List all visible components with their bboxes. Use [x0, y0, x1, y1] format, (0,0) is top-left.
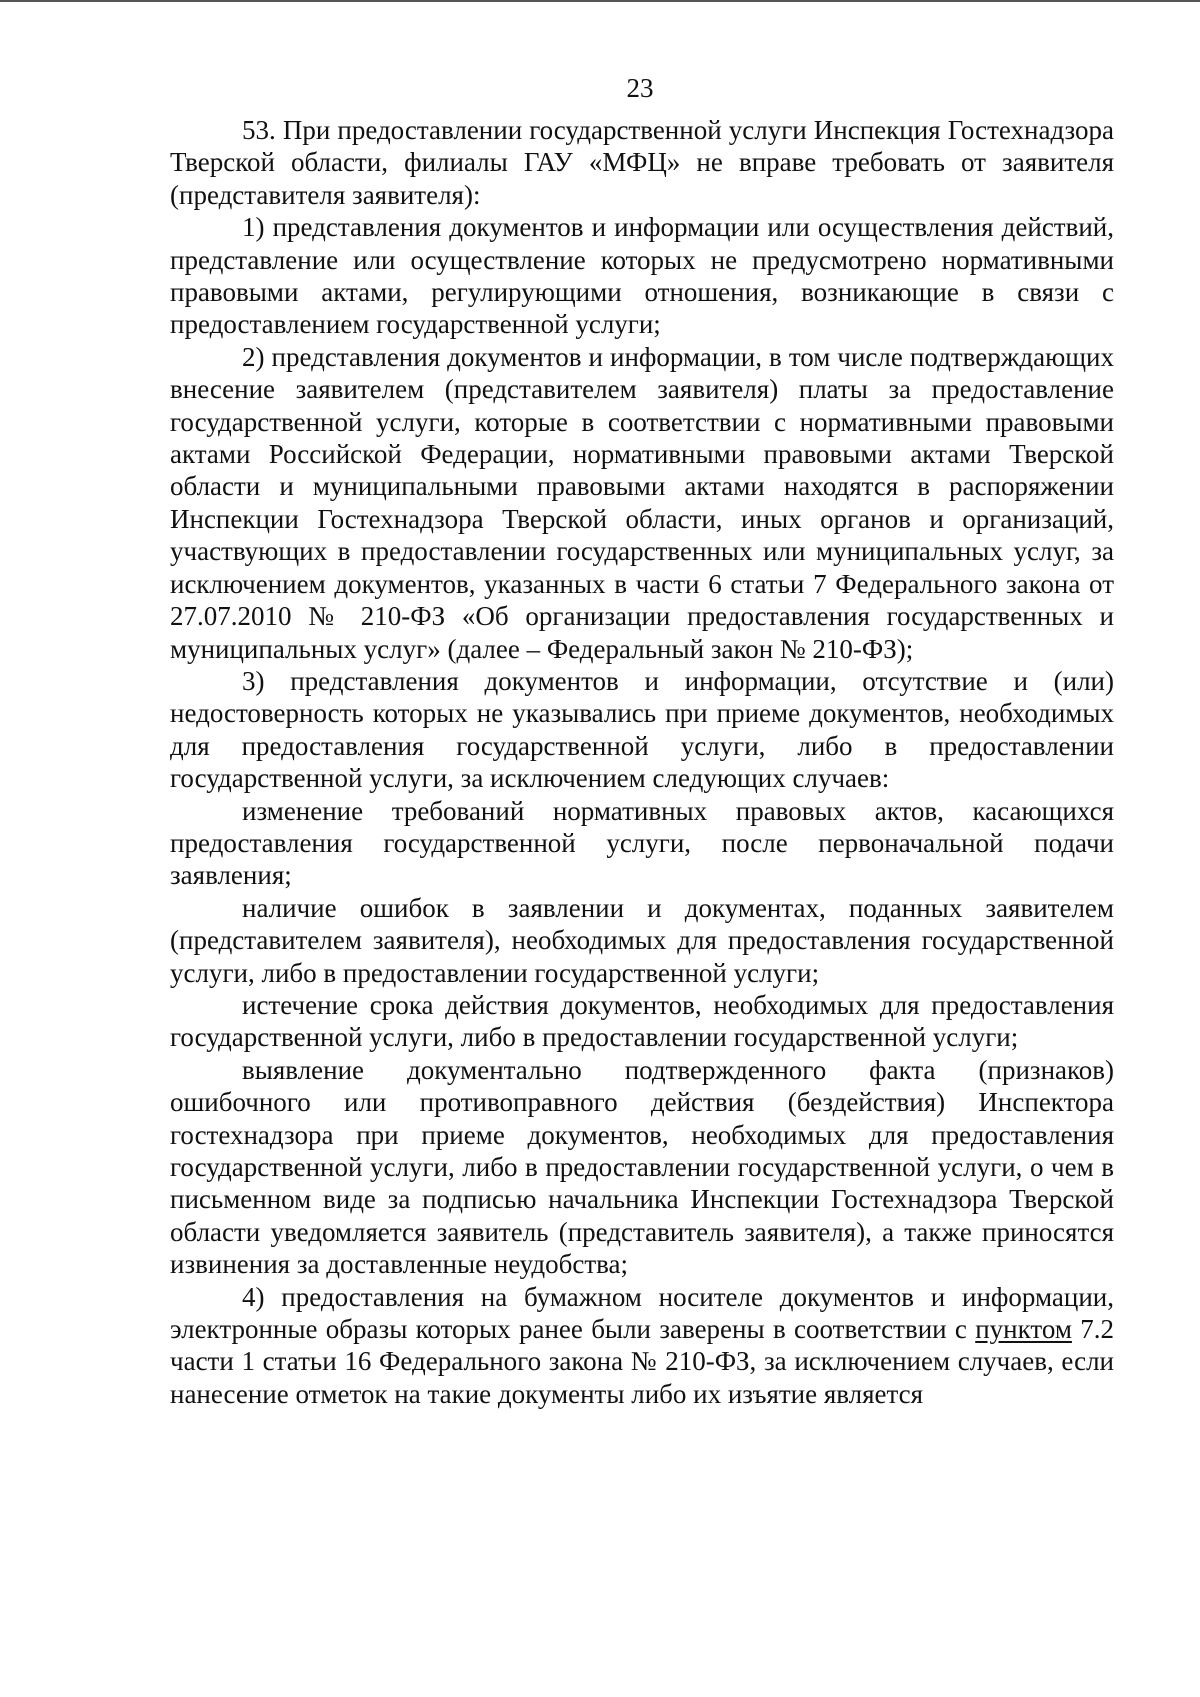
paragraph-53: 53. При предоставлении государственной услуги Инспекция Гостехнадзора Тверской области, филиалы ГАУ «МФЦ» не вправе требовать от заявителя (представителя заявителя):	[170, 115, 1114, 210]
page-number: 23	[626, 73, 654, 103]
paragraph-exception-2: наличие ошибок в заявлении и документах, поданных заявителем (представителем заявителя), необходимых для предоставления государственной услуги, либо в предоставлении государственной услуги;	[170, 892, 1114, 988]
paragraph-item-1: 1) представления документов и информации или осуществления действий, представление или осуществление которых не предусмотрено нормативными правовыми актами, регулирующими отношения, возникающие в связи с предоставлением государственной услуги;	[170, 212, 1114, 340]
paragraph-item-3: 3) представления документов и информации, отсутствие и (или) недостоверность которых не указывались при приеме документов, необходимых для предоставления государственной услуги, либо в предоставлении государственной услуги, за исключением следующих случаев:	[170, 665, 1114, 794]
item-4-text-start: 4) предоставления на бумажном носителе документов и информации, электронные образы которых ранее были заверены в соответствии с	[170, 1281, 1114, 1345]
scan-top-edge	[0, 0, 1200, 2]
paragraph-exception-1: изменение требований нормативных правовых актов, касающихся предоставления государственной услуги, после первоначальной подачи заявления;	[170, 795, 1114, 891]
paragraph-item-4	[170, 1281, 1114, 1411]
paragraph-exception-3: истечение срока действия документов, необходимых для предоставления государственной услуги, либо в предоставлении государственной услуги;	[170, 989, 1114, 1053]
paragraph-exception-4: выявление документально подтвержденного факта (признаков) ошибочного или противоправного действия (бездействия) Инспектора гостехнадзора при приеме документов, необходимых для предоставления государственной услуги, либо в предоставлении государственной услуги, о чем в письменном виде за подписью начальника Инспекции Гостехнадзора Тверской области уведомляется заявитель (представитель заявителя), а также приносятся извинения за доставленные неудобства;	[170, 1054, 1114, 1280]
punkt-link[interactable]: пунктом	[975, 1314, 1072, 1345]
paragraph-item-2: 2) представления документов и информации, в том числе подтверждающих внесение заявителем (представителем заявителя) платы за предоставление государственной услуги, которые в соответствии с нормативными правовыми актами Российской Федерации, нормативными правовыми актами Тверской области и муниципальными правовыми актами находятся в распоряжении Инспекции Гостехнадзора Тверской области, иных органов и организаций, участвующих в предоставлении государственных или муниципальных услуг, за исключением документов, указанных в части 6 статьи 7 Федерального закона от 27.07.2010 № 210-ФЗ «Об организации предоставления государственных и муниципальных услуг» (далее – Федеральный закон № 210-ФЗ);	[170, 341, 1114, 664]
item-4-text-end: 7.2 части 1 статьи 16 Федерального закона № 210-ФЗ, за исключением случаев, если нанесение отметок на такие документы либо их изъятие является	[170, 1314, 1115, 1409]
document-body	[170, 114, 1114, 1410]
